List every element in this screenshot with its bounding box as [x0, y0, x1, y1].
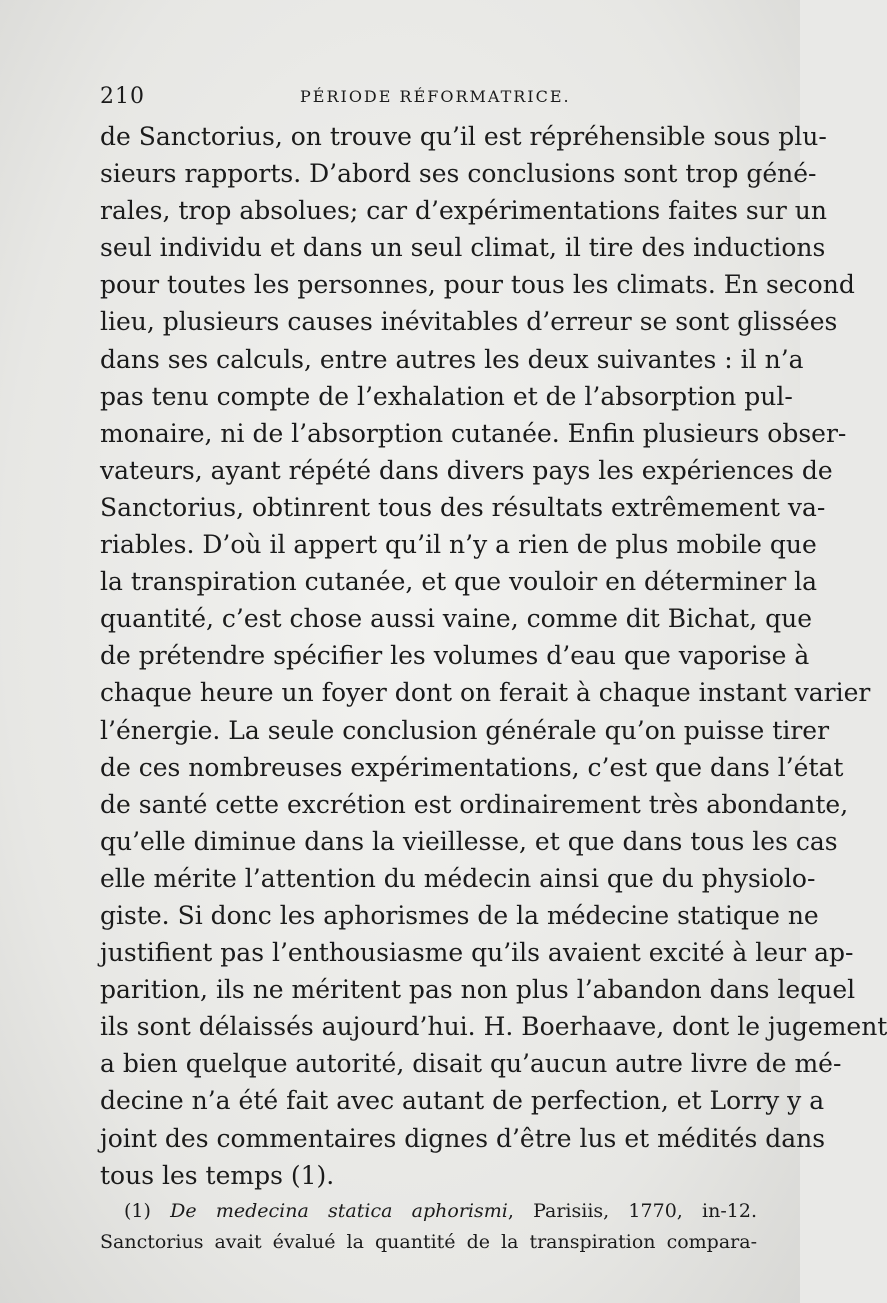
footnote-citation: , Parisiis, 1770, in-12.: [507, 1200, 757, 1222]
text-line: lieu, plusieurs causes inévitables d’erreur se sont glissées: [100, 307, 838, 337]
text-line: de Sanctorius, on trouve qu’il est répréhensible sous plu-: [100, 122, 827, 151]
text-line: justifient pas l’enthousiasme qu’ils avaient excité à leur ap-: [100, 938, 854, 968]
text-line: quantité, c’est chose aussi vaine, comme dit Bichat, que: [100, 604, 813, 634]
text-line: monaire, ni de l’absorption cutanée. Enfin plusieurs obser-: [100, 418, 847, 448]
page-header: [100, 84, 760, 112]
text-line: chaque heure un foyer dont on ferait à chaque instant varier: [100, 678, 871, 708]
text-line: qu’elle diminue dans la vieillesse, et que dans tous les cas: [100, 826, 838, 856]
footnote-title: De medecina statica aphorismi: [170, 1200, 508, 1222]
text-line: de prétendre spécifier les volumes d’eau que vaporise à: [100, 641, 810, 671]
text-line: la transpiration cutanée, et que vouloir en déterminer la: [100, 567, 817, 597]
footnote-line: [100, 1196, 757, 1227]
text-line: Sanctorius, obtinrent tous des résultats extrêmement va-: [100, 492, 826, 522]
text-line: rales, trop absolues; car d’expérimentations faites sur un: [100, 196, 827, 226]
text-line: vateurs, ayant répété dans divers pays les expériences de: [100, 455, 833, 485]
text-line: parition, ils ne méritent pas non plus l’abandon dans lequel: [100, 975, 856, 1005]
footnote: [100, 1196, 757, 1258]
text-line: decine n’a été fait avec autant de perfection, et Lorry y a: [100, 1086, 825, 1116]
text-line: pour toutes les personnes, pour tous les climats. En second: [100, 270, 855, 300]
text-line: de santé cette excrétion est ordinairement très abondante,: [100, 789, 849, 819]
footnote-marker: (1): [124, 1200, 151, 1222]
text-line: l’énergie. La seule conclusion générale qu’on puisse tirer: [100, 715, 830, 745]
text-line: dans ses calculs, entre autres les deux suivantes : il n’a: [100, 344, 804, 374]
page-number: 210: [100, 84, 145, 109]
text-line: seul individu et dans un seul climat, il tire des inductions: [100, 233, 826, 263]
text-line: pas tenu compte de l’exhalation et de l’absorption pul-: [100, 381, 793, 411]
text-line: ils sont délaissés aujourd’hui. H. Boerhaave, dont le jugement: [100, 1012, 887, 1042]
text-line: sieurs rapports. D’abord ses conclusions sont trop géné-: [100, 159, 817, 189]
body-text: [100, 118, 887, 1194]
text-line: riables. D’où il appert qu’il n’y a rien de plus mobile que: [100, 530, 817, 560]
text-line: tous les temps (1).: [100, 1160, 335, 1190]
text-line: elle mérite l’attention du médecin ainsi que du physiolo-: [100, 863, 816, 893]
text-line: joint des commentaires dignes d’être lus et médités dans: [100, 1123, 826, 1153]
text-line: a bien quelque autorité, disait qu’aucun autre livre de mé-: [100, 1049, 842, 1079]
footnote-line: Sanctorius avait évalué la quantité de la transpiration compara-: [100, 1231, 757, 1253]
text-line: de ces nombreuses expérimentations, c’est que dans l’état: [100, 752, 844, 782]
text-line: giste. Si donc les aphorismes de la médecine statique ne: [100, 900, 819, 930]
running-head: PÉRIODE RÉFORMATRICE.: [300, 87, 571, 106]
